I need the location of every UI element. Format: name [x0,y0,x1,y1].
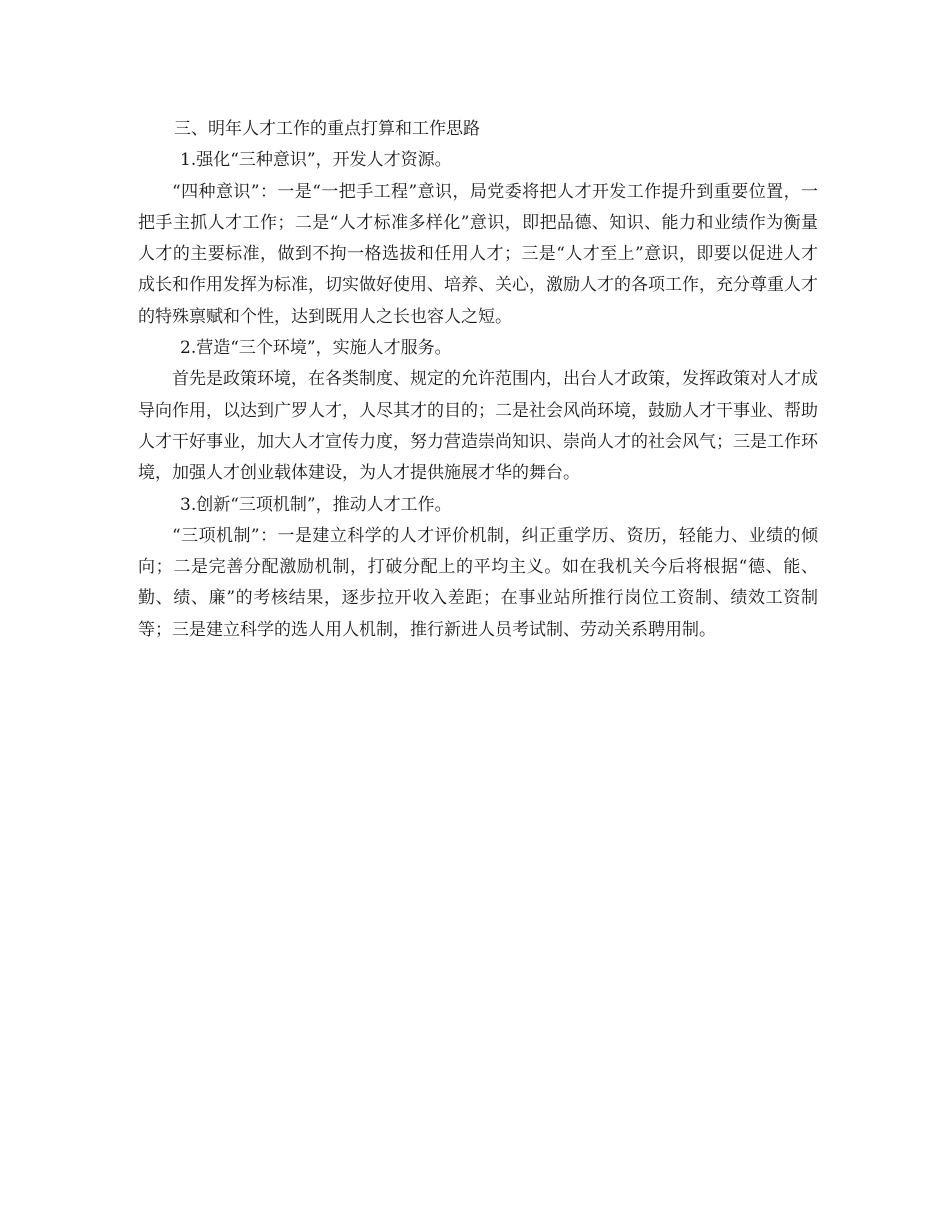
paragraph-2: 首先是政策环境，在各类制度、规定的允许范围内，出台人才政策，发挥政策对人才成导向作用，以达到广罗人才，人尽其才的目的；二是社会风尚环境，鼓励人才干事业、帮助人才干好事业，加大人才宣传力度，努力营造崇尚知识、崇尚人才的社会风气；三是工作环境，加强人才创业载体建设，为人才提供施展才华的舞台。 [138,369,818,484]
paragraph-1: “四种意识”：一是“一把手工程”意识，局党委将把人才开发工作提升到重要位置，一把手主抓人才工作；二是“人才标准多样化”意识，即把品德、知识、能力和业绩作为衡量人才的主要标准，做到不拘一格选拔和任用人才；三是“人才至上”意识，即要以促进人才成长和作用发挥为标准，切实做好使用、培养、关心，激励人才的各项工作，充分尊重人才的特殊禀赋和个性，达到既用人之长也容人之短。 [138,181,818,327]
section-heading: 三、明年人才工作的重点打算和工作思路 [174,119,480,139]
item-heading-2: 2.营造“三个环境”，实施人才服务。 [180,338,452,359]
document-body [138,114,818,646]
item-heading-1: 1.强化“三种意识”，开发人才资源。 [180,150,452,171]
item-heading-3: 3.创新“三项机制”，推动人才工作。 [180,494,452,515]
paragraph-3: “三项机制”：一是建立科学的人才评价机制，纠正重学历、资历，轻能力、业绩的倾向；二是完善分配激励机制，打破分配上的平均主义。如在我机关今后将根据“德、能、勤、绩、廉”的考核结果，逐步拉开收入差距；在事业站所推行岗位工资制、绩效工资制等；三是建立科学的选人用人机制，推行新进人员考试制、劳动关系聘用制。 [138,525,818,640]
